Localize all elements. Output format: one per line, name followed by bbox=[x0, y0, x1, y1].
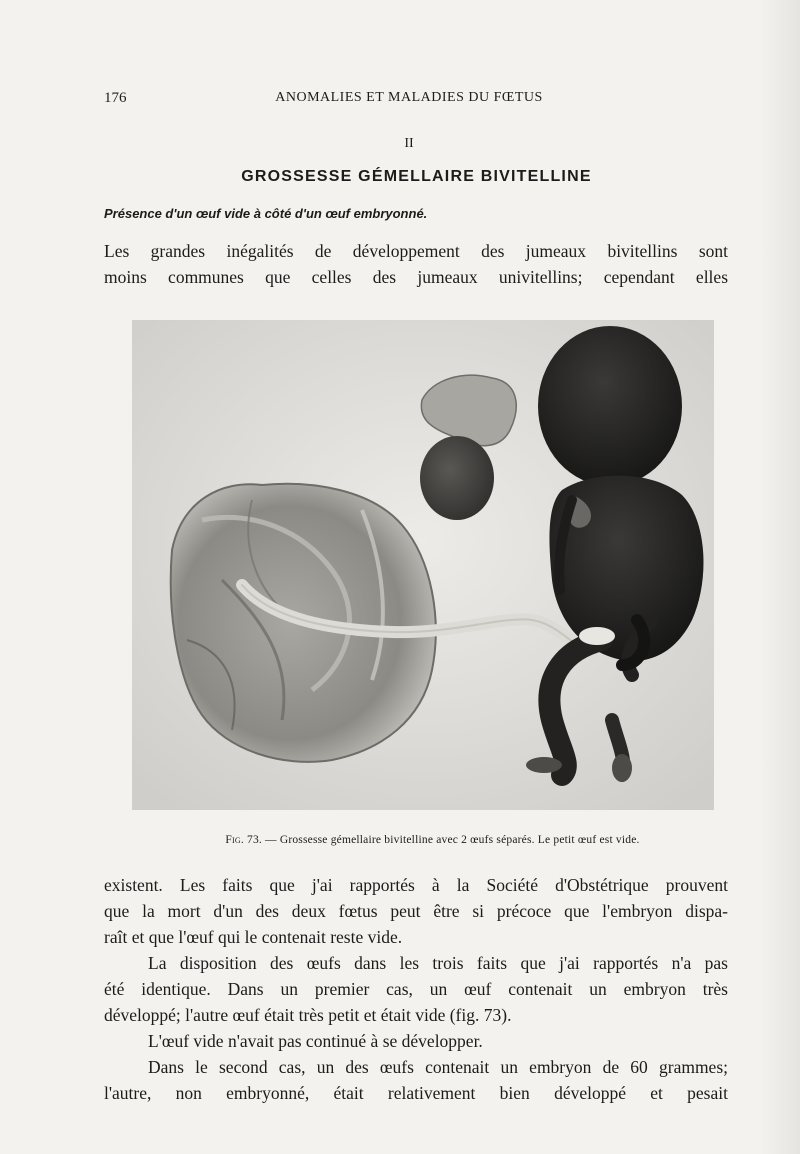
page-number: 176 bbox=[104, 90, 127, 106]
paragraph-line: L'œuf vide n'avait pas continué à se développer. bbox=[148, 1031, 483, 1051]
figure-label: Fig. 73. bbox=[225, 834, 262, 846]
figure-photograph bbox=[132, 320, 714, 810]
twin-pregnancy-photo bbox=[132, 320, 714, 810]
section-title: GROSSESSE GÉMELLAIRE BIVITELLINE bbox=[241, 168, 592, 185]
section-number: II bbox=[404, 136, 414, 151]
paragraph-line: existent. Les faits que j'ai rapportés à la Société d'Obstétrique prouvent bbox=[104, 875, 728, 895]
paragraph-line: moins communes que celles des jumeaux univitellins; cependant elles bbox=[104, 267, 728, 287]
running-title: ANOMALIES ET MALADIES DU FŒTUS bbox=[275, 90, 543, 105]
paragraph-line: que la mort d'un des deux fœtus peut être si précoce que l'embryon dispa- bbox=[104, 901, 728, 921]
embryo-head bbox=[538, 326, 682, 486]
paragraph-line: La disposition des œufs dans les trois faits que j'ai rapportés n'a pas bbox=[148, 953, 728, 973]
section-subheading: Présence d'un œuf vide à côté d'un œuf embryonné. bbox=[104, 206, 428, 221]
figure-caption bbox=[160, 834, 705, 846]
paragraph-line: Dans le second cas, un des œufs contenait un embryon de 60 grammes; bbox=[148, 1057, 728, 1077]
paragraph-line: l'autre, non embryonné, était relativement bien développé et pesait bbox=[104, 1083, 728, 1103]
paragraph-line: développé; l'autre œuf était très petit et était vide (fig. 73). bbox=[104, 1005, 512, 1025]
paragraph-line: été identique. Dans un premier cas, un œuf contenait un embryon très bbox=[104, 979, 728, 999]
paragraph-line: Les grandes inégalités de développement des jumeaux bivitellins sont bbox=[104, 241, 728, 261]
paragraph-line: raît et que l'œuf qui le contenait reste vide. bbox=[104, 927, 403, 947]
page-edge-shadow bbox=[760, 0, 800, 1154]
running-head bbox=[104, 90, 714, 112]
small-egg bbox=[420, 436, 494, 520]
figure-caption-text: — Grossesse gémellaire bivitelline avec 2 œufs séparés. Le petit œuf est vide. bbox=[265, 834, 640, 846]
